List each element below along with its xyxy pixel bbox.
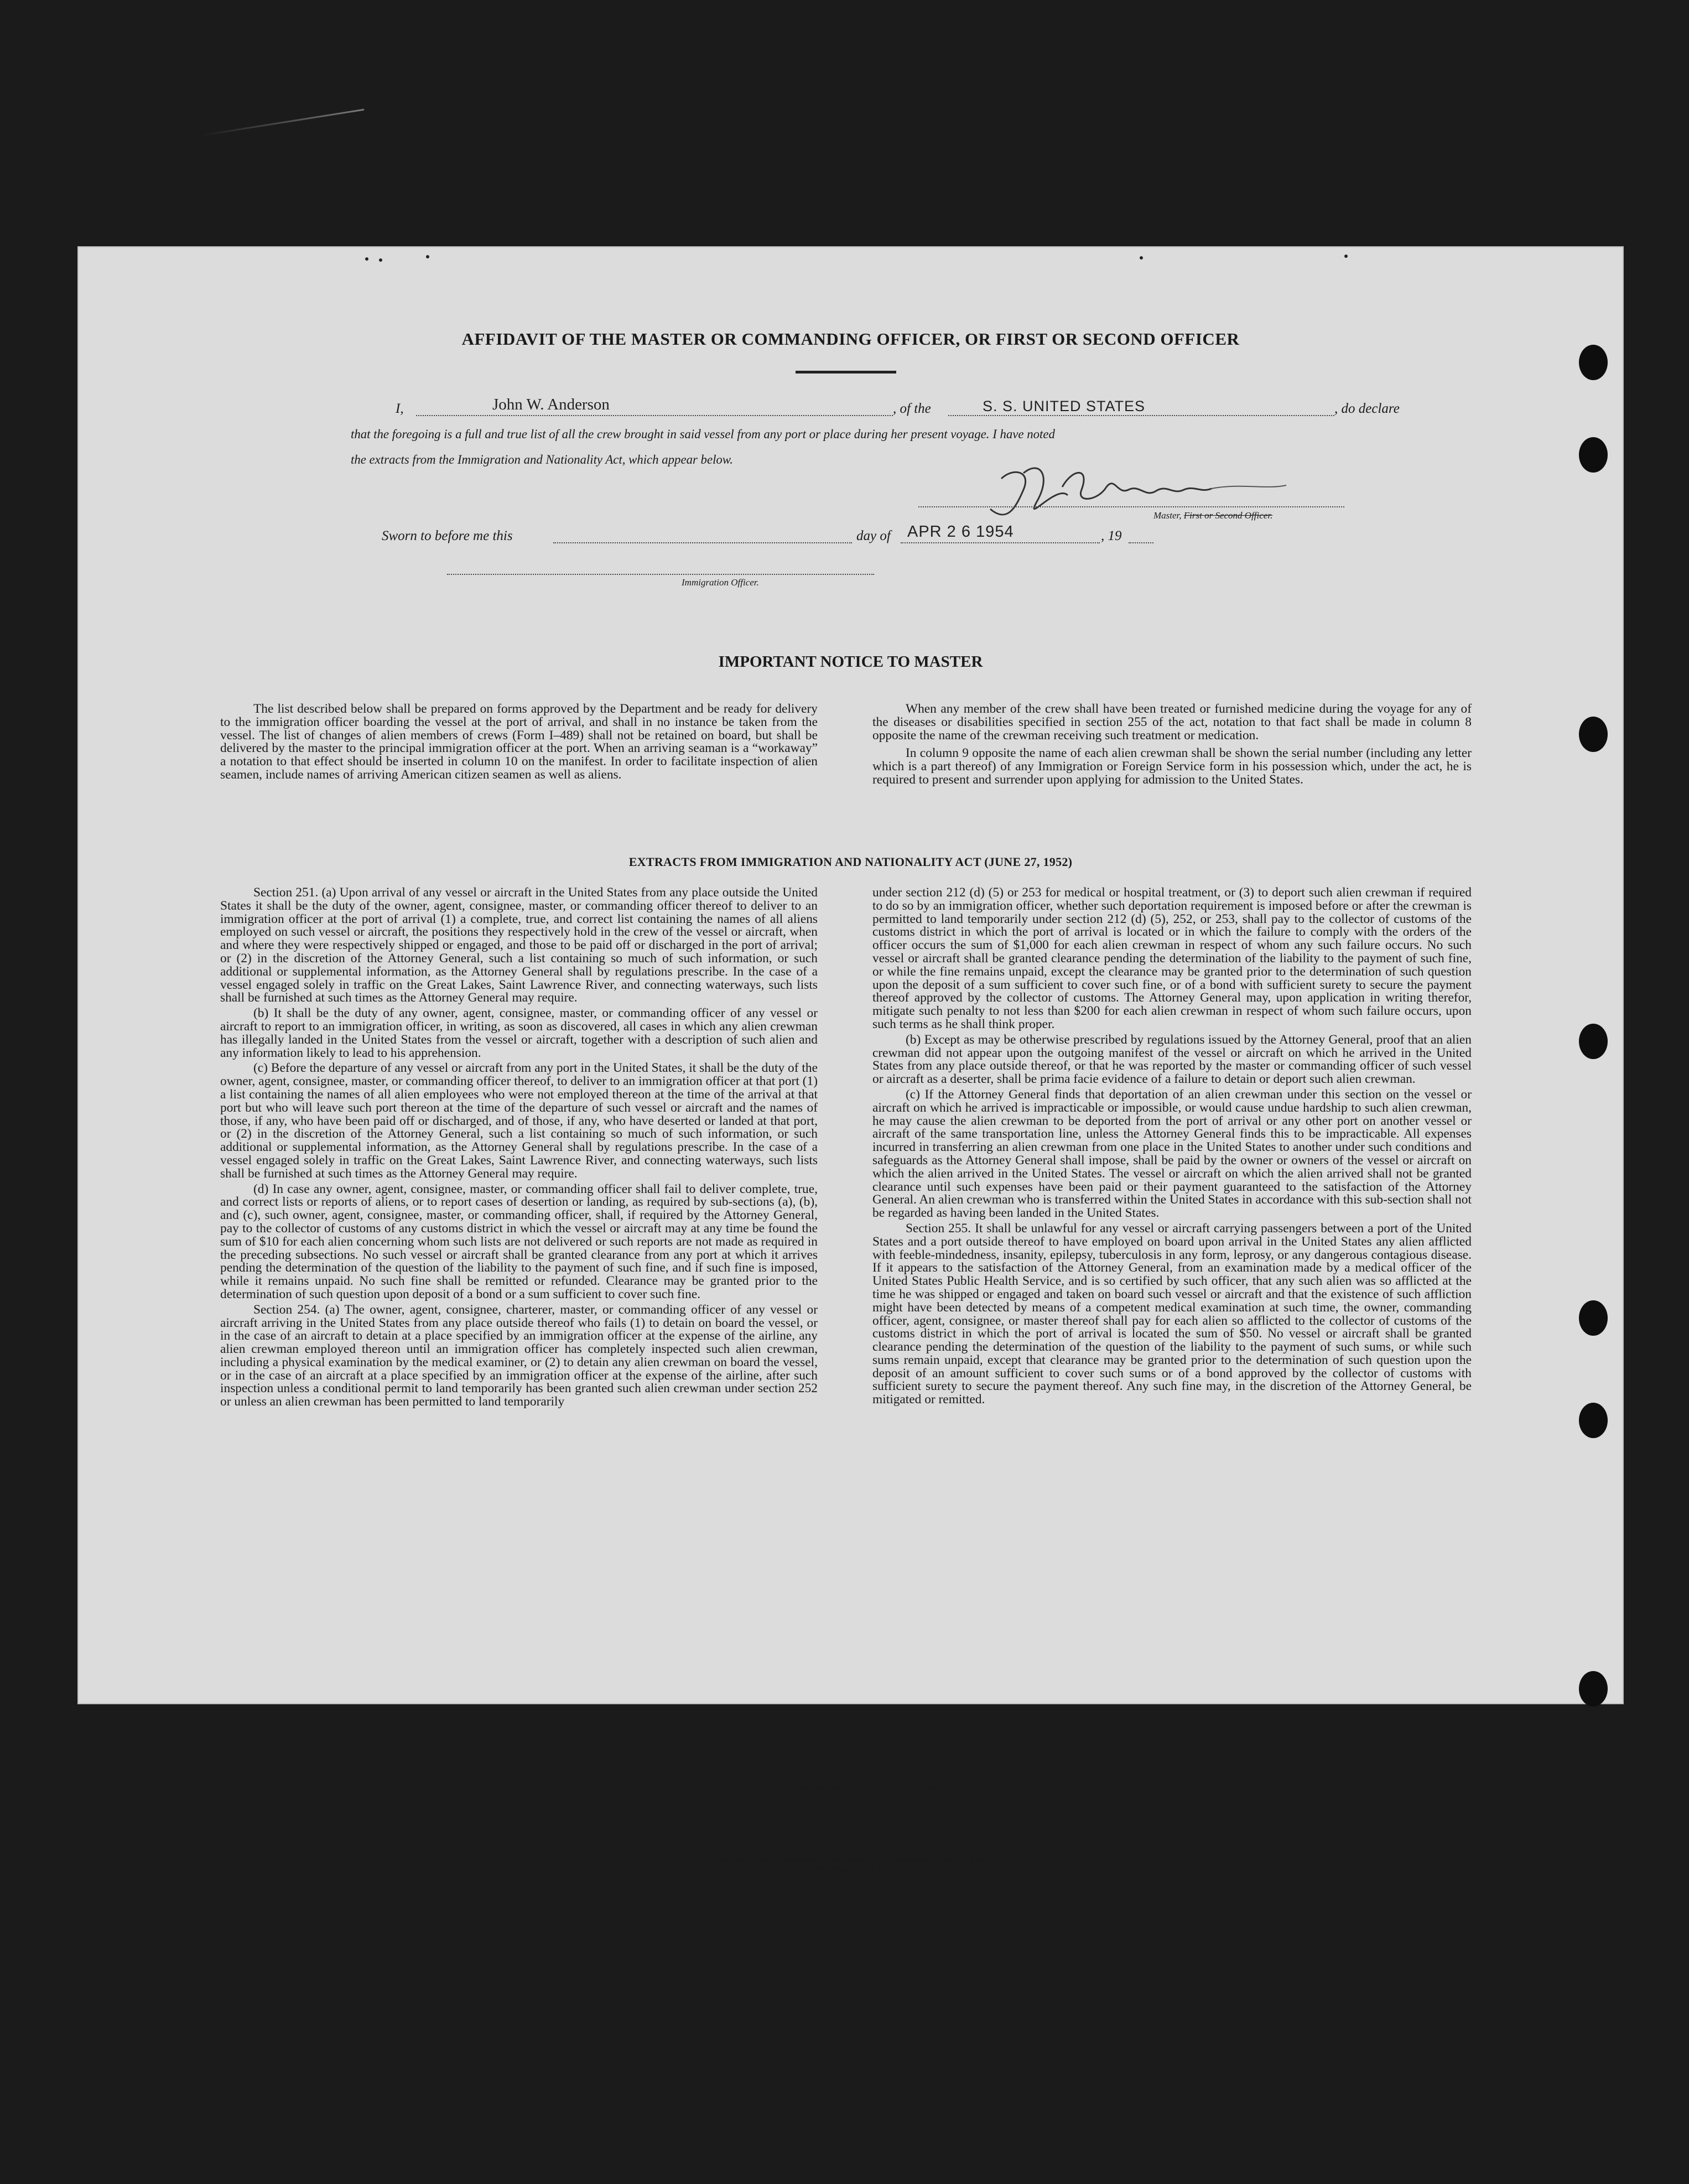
sale-line-2: Washington 25, D. C. — [815, 1865, 886, 1874]
notice-left-paragraph: The list described below shall be prepared on forms approved by the Department and be ready for delivery to the immigration officer boarding the vessel at the port of arrival, and shall in no instance be taken from the vessel. The list of changes of alien members of crews (Form I–489) shall not be retained on board, but shall be delivered by the master to the principal immigration officer at the port. When an arriving seaman is a “workaway” a notation to that effect should be inserted in column 10 on the manifest. In order to facilitate inspection of alien seamen, include names of arriving American citizen seamen as well as aliens. — [220, 702, 818, 782]
sale-notice — [77, 1856, 1624, 1874]
punch-hole — [1579, 1300, 1608, 1336]
decl-i: I, — [396, 401, 404, 416]
signature-title-master: Master, — [1153, 510, 1182, 521]
punch-hole — [1579, 437, 1608, 473]
punch-hole — [1579, 717, 1608, 752]
signature-title — [1153, 510, 1272, 521]
signature-title-struck: First or Second Officer. — [1183, 510, 1273, 521]
sworn-text: Sworn to before me this — [382, 528, 513, 543]
vessel-name: S. S. UNITED STATES — [983, 398, 1146, 414]
punch-hole — [1579, 345, 1608, 380]
decl-line-2: that the foregoing is a full and true list of all the crew brought in said vessel from any port or place during her present voyage. I have noted — [351, 427, 1055, 441]
sworn-date-line — [901, 542, 1100, 543]
sworn-day-line — [553, 542, 852, 543]
section-251-c: (c) Before the departure of any vessel or aircraft from any port in the United States, it shall be the duty of the owner, agent, consignee, master, or commanding officer thereof, to deliver to an immigration officer at that port (1) a list containing the names of all alien employees who were not employed thereon at the time of the arrival at that port but who will leave such port thereon at the time of the departure of such vessel or aircraft and the names of those, if any, who have been paid off or discharged, and of those, if any, who have deserted or landed at that port, or (2) in the discretion of the Attorney General, such a list containing so much of such information, or such additional or supplemental information, as the Attorney General shall by regulations prescribe. In the case of a vessel engaged solely in traffic on the Great Lakes, Saint Lawrence River, and connecting waterways, such lists shall be furnished at such times as the Attorney General may require. — [220, 1061, 818, 1181]
decl-do-declare: , do declare — [1334, 401, 1400, 416]
name-line — [416, 415, 893, 416]
sworn-year: , 19 — [1101, 528, 1122, 543]
extracts-left — [220, 886, 818, 1409]
section-251-b: (b) It shall be the duty of any owner, agent, consignee, master, or commanding officer of any vessel or aircraft to report to an immigration officer, in writing, as soon as discovered, all cases in which any alien crewman has illegally landed in the United States from the vessel or aircraft, together with a description of such alien and any information likely to lead to his apprehension. — [220, 1006, 818, 1060]
decl-line-3: the extracts from the Immigration and Nationality Act, which appear below. — [351, 453, 734, 466]
notice-left — [220, 703, 818, 782]
extracts-right — [872, 886, 1472, 1407]
title-rule — [796, 371, 896, 373]
section-254-c: (c) If the Attorney General finds that deportation of an alien crewman under this section on the vessel or aircraft on which he arrived is impracticable or impossible, or would cause undue hardship to such alien crewman, he may cause the alien crewman to be deported from the port of arrival or any other port on another vessel or aircraft of the same transportation line, unless the Attorney General finds this to be impracticable. All expenses incurred in transferring an alien crewman from one place in the United States to another under such conditions and safeguards as the Attorney General shall impose, shall be paid by the owner or owners of the vessel or aircraft on which the alien arrived in the United States. The vessel or aircraft on which the alien arrived shall not be granted clearance until such expenses have been paid or their payment guaranteed to the satisfaction of the Attorney General. An alien crewman who is transferred within the United States in accordance with this sub-section shall not be regarded as having been landed in the United States. — [872, 1087, 1472, 1221]
immigration-officer-label: Immigration Officer. — [682, 577, 759, 588]
affidavit-page — [77, 246, 1624, 1874]
speck — [1140, 256, 1143, 260]
scan-streak — [200, 109, 365, 137]
notice-right-paragraph: When any member of the crew shall have been treated or furnished medicine during the voyage for any of the diseases or disabilities specified in section 255 of the act, notation to that fact shall be made in column 8 opposite the name of the crewman receiving such treatment or medication. — [872, 702, 1472, 743]
punch-hole — [1579, 1671, 1608, 1706]
affidavit-title: AFFIDAVIT OF THE MASTER OR COMMANDING OFFICER, OR FIRST OR SECOND OFFICER — [461, 329, 1240, 349]
section-255: Section 255. It shall be unlawful for any vessel or aircraft carrying passengers between a port of the United States and a port outside thereof to have employed on board upon arrival in the United States any alien afflicted with feeble-mindedness, insanity, epilepsy, tuberculosis in any form, leprosy, or any dangerous contagious disease. If it appears to the satisfaction of the Attorney General, from an examination made by a medical officer of the United States Public Health Service, and is so certified by such officer, that any such alien was so afflicted at the time he was shipped or engaged and taken on board such vessel or aircraft and that the existence of such affliction might have been detected by means of a competent medical examination at such time, the owner, commanding officer, agent, consignee, or master thereof shall pay for each alien so afflicted to the collector of customs of the customs district in which the port of arrival is located the sum of $50. No vessel or aircraft shall be granted clearance pending the determination of the question of the liability to the payment of such sums, or while such sums remain unpaid, except that clearance may be granted prior to the determination of such question upon the deposit of an amount sufficient to cover such sums or of a bond approved by the collector of customs with sufficient surety to secure the payment thereof. Any such fine may, in the discretion of the Attorney General, be mitigated or remitted. — [872, 1221, 1472, 1407]
signature-line — [918, 506, 1344, 507]
section-251-d: (d) In case any owner, agent, consignee, master, or commanding officer shall fail to deliver complete, true, and correct lists or reports of aliens, or to report cases of desertion or landing, as required by sub-sections (a), (b), and (c), such owner, agent, consignee, master, or commanding officer, shall, if required by the Attorney General, pay to the collector of customs of any customs district in which the vessel or aircraft may at any time be found the sum of $10 for each alien concerning whom such lists are not delivered or such reports are not made as required in the preceding subsections. No such vessel or aircraft shall be granted clearance from any port at which it arrives pending the determination of the question of the liability to the payment of such fine, and if such fine is imposed, while it remains unpaid. No such fine shall be remitted or refunded. Clearance may be granted prior to the determination of such question upon deposit of a bond or a sum sufficient to cover such fine. — [220, 1181, 818, 1301]
notice-right — [872, 703, 1472, 787]
speck — [379, 258, 382, 262]
section-254-b: (b) Except as may be otherwise prescribed by regulations issued by the Attorney General, proof that an alien crewman did not appear upon the outgoing manifest of the vessel or aircraft on which he arrived in the United States from any place outside thereof, or that he was reported by the master or commanding officer of such vessel or aircraft as a deserter, shall be prima facie evidence of a failure to detain or deport such alien crewman. — [872, 1032, 1472, 1087]
decl-of-the: , of the — [893, 401, 931, 416]
date-stamp: APR 2 6 1954 — [907, 523, 1014, 541]
section-251-a: Section 251. (a) Upon arrival of any vessel or aircraft in the United States from any place outside the United States it shall be the duty of the owner, agent, consignee, master, or commanding officer thereof to deliver to an immigration officer at the port of arrival (1) a complete, true, and correct list containing the names of all aliens employed on such vessel or aircraft, the positions they respectively hold in the crew of the vessel or aircraft, when and where they were respectively shipped or engaged, and those to be paid off or discharged in the port of arrival; or (2) in the discretion of the Attorney General, such a list containing so much of such information, or such additional or supplemental information, as the Attorney General shall by regulations prescribe. In the case of a vessel engaged solely in traffic on the Great Lakes, Saint Lawrence River, and connecting waterways, such lists shall be furnished at such times as the Attorney General may require. — [220, 885, 818, 1005]
speck — [365, 257, 368, 261]
punch-hole — [1579, 1403, 1608, 1438]
notice-title: IMPORTANT NOTICE TO MASTER — [718, 653, 983, 671]
master-name: John W. Anderson — [492, 396, 610, 413]
immigration-officer-line — [447, 574, 874, 575]
section-254-a-cont: under section 212 (d) (5) or 253 for medical or hospital treatment, or (3) to deport such alien crewman if required to do so by an immigration officer, whether such deportation requirement is imposed before or after the crewman is permitted to land temporarily under section 212 (d) (5), 252, or 253, shall pay to the collector of customs of the customs district in which the port of arrival is located or in which the failure to comply with the orders of the officer occurs the sum of $1,000 for each alien crewman in respect of whom any such failure occurs. No such vessel or aircraft shall be granted clearance pending the determination of the liability to the payment of such fine, or while the fine remains unpaid, except the clearance may be granted prior to the determination of such question upon the deposit of a sum sufficient to cover such fine, or of a bond with sufficient surety to secure the payment thereof approved by the collector of customs. The Attorney General may, upon application in writing therefor, mitigate such penalty to not less than $200 for each alien crewman in respect of whom such failure occurs, upon such terms as he shall think proper. — [872, 885, 1472, 1031]
punch-hole — [1579, 1024, 1608, 1059]
vessel-line — [948, 415, 1334, 416]
extracts-title: EXTRACTS FROM IMMIGRATION AND NATIONALITY ACT (JUNE 27, 1952) — [628, 855, 1073, 869]
gpo-imprint: U. S. GOVERNMENT PRINTING OFFICE 16—07829-1 — [757, 1786, 944, 1793]
speck — [1344, 255, 1348, 258]
section-254-a: Section 254. (a) The owner, agent, consignee, charterer, master, or commanding officer of any vessel or aircraft arriving in the United States from any place outside thereof who fails (1) to detain on board the vessel, or in the case of an aircraft to detain at a place specified by an immigration officer at the expense of the airline, any alien crewman employed thereon until an immigration officer has completely inspected such alien crewman, including a physical examination by the medical examiner, or (2) to detain any alien crewman on board the vessel, or in the case of an aircraft at a place specified by an immigration officer at the expense of the airline, after such inspection unless a conditional permit to land temporarily has been granted such alien crewman under section 252 or unless an alien crewman has been permitted to land temporarily — [220, 1302, 818, 1409]
sworn-day-of: day of — [856, 528, 891, 543]
sworn-year-line — [1129, 542, 1153, 543]
sale-line-1: For sale by the Superintendent of Documents, U. S. Government Printing Office — [718, 1856, 983, 1865]
speck — [426, 255, 429, 258]
notice-right-paragraph: In column 9 opposite the name of each alien crewman shall be shown the serial number (including any letter which is a part thereof) of any Immigration or Foreign Service form in his possession which, under the act, he is required to present and surrender upon applying for admission to the United States. — [872, 746, 1472, 787]
